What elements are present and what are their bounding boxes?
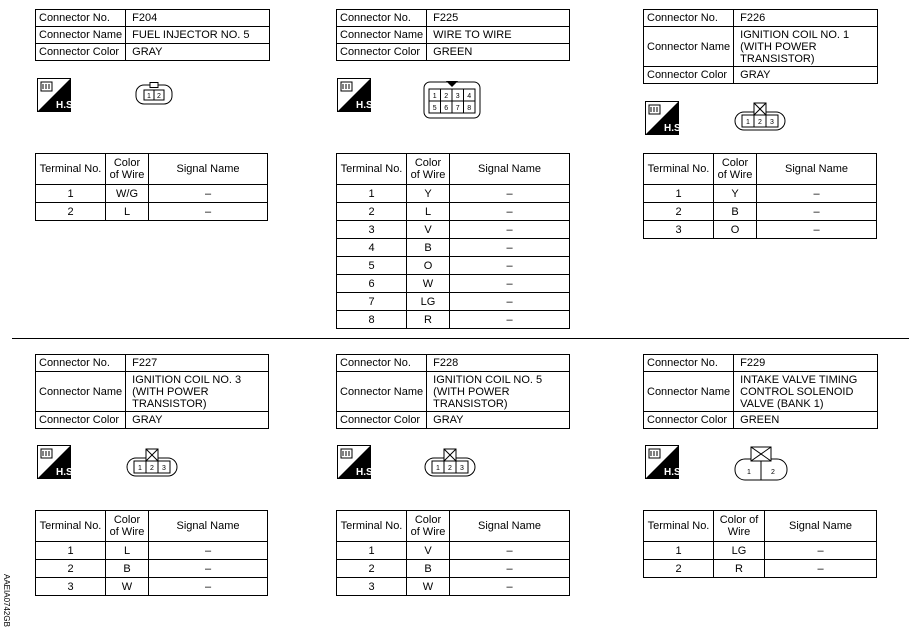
signal-name: – — [450, 542, 570, 560]
connector-color-value: GREEN — [734, 412, 878, 429]
wire-color: V — [407, 542, 450, 560]
terminal-no: 3 — [337, 578, 407, 596]
signal-name: – — [757, 185, 877, 203]
terminal-no: 7 — [337, 293, 407, 311]
table-row — [337, 203, 570, 221]
table-row — [337, 560, 570, 578]
terminal-no: 6 — [337, 275, 407, 293]
connector-color-value: GRAY — [734, 67, 878, 84]
wire-color: R — [714, 560, 765, 578]
terminal-no: 3 — [36, 578, 106, 596]
pin-label: 2 — [150, 465, 154, 472]
signal-name: – — [450, 293, 570, 311]
pin-label: 3 — [455, 93, 460, 100]
connector-face-three-pin — [732, 102, 788, 132]
connector-name-label: Connector Name — [644, 372, 734, 412]
color-of-wire-header: Color of Wire — [106, 511, 149, 542]
terminal-no: 4 — [337, 239, 407, 257]
terminal-block-f226 — [643, 153, 877, 239]
table-row — [644, 221, 877, 239]
signal-name: – — [450, 185, 570, 203]
terminal-no: 2 — [337, 203, 407, 221]
connector-face-eight-pin — [422, 78, 482, 120]
pin-label: 2 — [448, 465, 452, 472]
connector-name-value: IGNITION COIL NO. 5 (WITH POWER TRANSISTOR) — [427, 372, 570, 412]
harness-side-icon — [645, 445, 684, 479]
signal-name: – — [450, 221, 570, 239]
pin-label: 5 — [432, 105, 437, 112]
signal-name: – — [149, 185, 268, 203]
hs-label: H.S. — [56, 100, 76, 111]
wire-color: W — [407, 275, 450, 293]
connector-name-value: WIRE TO WIRE — [427, 27, 570, 44]
connector-no-label: Connector No. — [644, 355, 734, 372]
wire-color: L — [106, 203, 149, 221]
connector-color-value: GRAY — [126, 44, 270, 61]
pin-label: 6 — [444, 105, 449, 112]
signal-name: – — [757, 203, 877, 221]
wire-color: W — [106, 578, 149, 596]
connector-color-label: Connector Color — [337, 44, 427, 61]
terminal-no: 1 — [337, 542, 407, 560]
connector-block-f228 — [336, 354, 570, 429]
signal-name: – — [450, 275, 570, 293]
connector-name-value: FUEL INJECTOR NO. 5 — [126, 27, 270, 44]
table-row — [337, 257, 570, 275]
connector-no-label: Connector No. — [644, 10, 734, 27]
wire-color: LG — [407, 293, 450, 311]
signal-name-header: Signal Name — [450, 154, 570, 185]
harness-side-icon — [337, 445, 376, 479]
color-of-wire-header: Color of Wire — [714, 154, 757, 185]
table-row — [337, 239, 570, 257]
table-row — [36, 185, 268, 203]
table-row — [337, 578, 570, 596]
terminal-no: 3 — [644, 221, 714, 239]
pin-label: 3 — [460, 465, 464, 472]
connector-no-value: F228 — [427, 355, 570, 372]
connector-name-value: IGNITION COIL NO. 1 (WITH POWER TRANSISTOR) — [734, 27, 878, 67]
terminal-block-f225 — [336, 153, 570, 329]
wire-color: Y — [714, 185, 757, 203]
pin-label: 7 — [455, 105, 460, 112]
connector-name-label: Connector Name — [337, 27, 427, 44]
pin-label: 2 — [157, 93, 161, 100]
connector-color-label: Connector Color — [337, 412, 427, 429]
connector-face-three-pin — [422, 448, 478, 478]
connector-name-value: INTAKE VALVE TIMING CONTROL SOLENOID VALVE (BANK 1) — [734, 372, 878, 412]
terminal-table — [643, 153, 877, 239]
connector-no-value: F227 — [126, 355, 269, 372]
signal-name-header: Signal Name — [450, 511, 570, 542]
terminal-no-header: Terminal No. — [337, 154, 407, 185]
signal-name-header: Signal Name — [757, 154, 877, 185]
pin-label: 3 — [162, 465, 166, 472]
table-row — [337, 293, 570, 311]
connector-no-label: Connector No. — [337, 10, 427, 27]
connector-info-table — [643, 9, 878, 84]
wire-color: L — [407, 203, 450, 221]
signal-name: – — [149, 542, 268, 560]
connector-info-table — [336, 9, 570, 61]
terminal-block-f204 — [35, 153, 268, 221]
connector-color-label: Connector Color — [36, 44, 126, 61]
connector-color-label: Connector Color — [644, 412, 734, 429]
hs-label: H.S. — [356, 467, 376, 478]
harness-side-icon — [37, 78, 76, 112]
signal-name: – — [450, 311, 570, 329]
table-row — [644, 185, 877, 203]
terminal-table — [35, 510, 268, 596]
connector-name-value: IGNITION COIL NO. 3 (WITH POWER TRANSISTOR) — [126, 372, 269, 412]
terminal-block-f228 — [336, 510, 570, 596]
connector-no-label: Connector No. — [337, 355, 427, 372]
connector-name-label: Connector Name — [36, 372, 126, 412]
signal-name: – — [765, 542, 877, 560]
terminal-block-f229 — [643, 510, 877, 578]
hs-label: H.S. — [356, 100, 376, 111]
connector-info-table — [643, 354, 878, 429]
terminal-no: 8 — [337, 311, 407, 329]
connector-info-table — [336, 354, 570, 429]
connector-color-label: Connector Color — [644, 67, 734, 84]
terminal-table — [336, 153, 570, 329]
pin-label: 2 — [771, 469, 775, 476]
connector-color-value: GREEN — [427, 44, 570, 61]
pin-label: 1 — [138, 465, 142, 472]
table-row — [36, 542, 268, 560]
connector-face-three-pin — [124, 448, 180, 478]
wire-color: W — [407, 578, 450, 596]
connector-color-label: Connector Color — [36, 412, 126, 429]
terminal-no: 3 — [337, 221, 407, 239]
color-of-wire-header: Color of Wire — [714, 511, 765, 542]
terminal-no: 2 — [36, 203, 106, 221]
connector-block-f225 — [336, 9, 570, 61]
hs-label: H.S. — [56, 467, 76, 478]
terminal-no-header: Terminal No. — [644, 511, 714, 542]
connector-block-f227 — [35, 354, 269, 429]
signal-name: – — [149, 560, 268, 578]
signal-name: – — [450, 257, 570, 275]
signal-name-header: Signal Name — [149, 511, 268, 542]
table-row — [36, 578, 268, 596]
table-row — [36, 203, 268, 221]
table-row — [36, 560, 268, 578]
pin-label: 2 — [444, 93, 449, 100]
terminal-no: 2 — [644, 203, 714, 221]
pin-label: 1 — [746, 119, 750, 126]
connector-no-value: F229 — [734, 355, 878, 372]
terminal-no: 2 — [644, 560, 714, 578]
color-of-wire-header: Color of Wire — [106, 154, 149, 185]
pin-label: 1 — [747, 469, 751, 476]
pin-label: 1 — [436, 465, 440, 472]
terminal-no: 1 — [36, 185, 106, 203]
connector-no-value: F225 — [427, 10, 570, 27]
terminal-table — [35, 153, 268, 221]
signal-name: – — [450, 203, 570, 221]
pin-label: 1 — [432, 93, 437, 100]
table-row — [337, 185, 570, 203]
wire-color: B — [106, 560, 149, 578]
pin-label: 8 — [467, 105, 472, 112]
table-row — [337, 542, 570, 560]
color-of-wire-header: Color of Wire — [407, 154, 450, 185]
connector-no-label: Connector No. — [36, 355, 126, 372]
connector-info-table — [35, 9, 270, 61]
signal-name: – — [450, 578, 570, 596]
wire-color: B — [407, 560, 450, 578]
table-row — [337, 275, 570, 293]
terminal-no: 5 — [337, 257, 407, 275]
terminal-no-header: Terminal No. — [644, 154, 714, 185]
terminal-no-header: Terminal No. — [36, 511, 106, 542]
signal-name: – — [757, 221, 877, 239]
connector-name-label: Connector Name — [36, 27, 126, 44]
connector-color-value: GRAY — [427, 412, 570, 429]
connector-name-label: Connector Name — [644, 27, 734, 67]
wire-color: LG — [714, 542, 765, 560]
terminal-no: 2 — [337, 560, 407, 578]
pin-label: 3 — [770, 119, 774, 126]
wire-color: W/G — [106, 185, 149, 203]
harness-side-icon — [337, 78, 376, 112]
pin-label: 4 — [467, 93, 472, 100]
pin-label: 2 — [758, 119, 762, 126]
hs-label: H.S. — [664, 123, 684, 134]
wire-color: O — [714, 221, 757, 239]
connector-no-value: F204 — [126, 10, 270, 27]
terminal-no: 1 — [644, 542, 714, 560]
section-divider — [12, 338, 909, 339]
harness-side-icon — [37, 445, 76, 479]
connector-no-label: Connector No. — [36, 10, 126, 27]
figure-code: AAEIA0742GB — [2, 574, 11, 627]
signal-name: – — [149, 203, 268, 221]
terminal-no: 1 — [36, 542, 106, 560]
hs-label: H.S. — [664, 467, 684, 478]
wire-color: O — [407, 257, 450, 275]
connector-name-label: Connector Name — [337, 372, 427, 412]
connector-block-f229 — [643, 354, 878, 429]
harness-side-icon — [645, 101, 684, 135]
terminal-no-header: Terminal No. — [337, 511, 407, 542]
signal-name: – — [765, 560, 877, 578]
terminal-no: 1 — [644, 185, 714, 203]
signal-name: – — [450, 239, 570, 257]
table-row — [644, 542, 877, 560]
connector-no-value: F226 — [734, 10, 878, 27]
terminal-table — [643, 510, 877, 578]
connector-face-two-pin-small — [134, 82, 174, 106]
wire-color: B — [714, 203, 757, 221]
terminal-no: 2 — [36, 560, 106, 578]
wire-color: L — [106, 542, 149, 560]
color-of-wire-header: Color of Wire — [407, 511, 450, 542]
terminal-no-header: Terminal No. — [36, 154, 106, 185]
terminal-table — [336, 510, 570, 596]
table-row — [337, 311, 570, 329]
table-row — [644, 203, 877, 221]
pin-label: 1 — [147, 93, 151, 100]
table-row — [644, 560, 877, 578]
wire-color: V — [407, 221, 450, 239]
signal-name-header: Signal Name — [765, 511, 877, 542]
terminal-no: 1 — [337, 185, 407, 203]
table-row — [337, 221, 570, 239]
connector-color-value: GRAY — [126, 412, 269, 429]
connector-block-f204 — [35, 9, 270, 61]
signal-name-header: Signal Name — [149, 154, 268, 185]
signal-name: – — [450, 560, 570, 578]
wire-color: B — [407, 239, 450, 257]
wire-color: Y — [407, 185, 450, 203]
connector-info-table — [35, 354, 269, 429]
signal-name: – — [149, 578, 268, 596]
connector-block-f226 — [643, 9, 878, 84]
terminal-block-f227 — [35, 510, 268, 596]
wire-color: R — [407, 311, 450, 329]
connector-face-two-pin-large — [733, 446, 789, 482]
